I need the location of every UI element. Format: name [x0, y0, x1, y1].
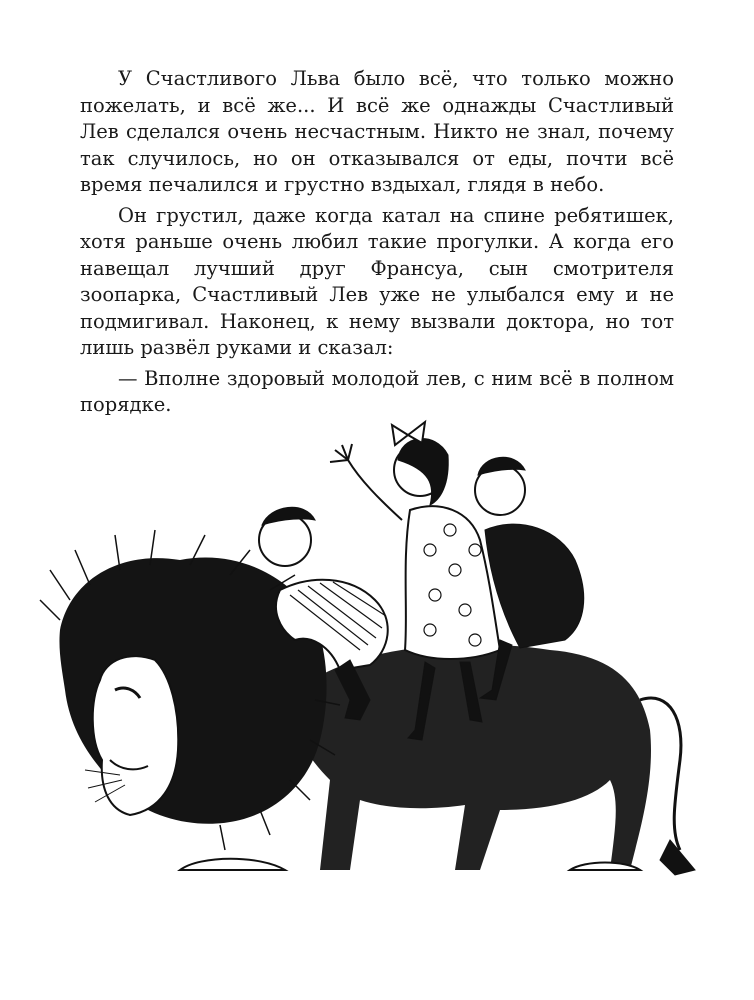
lion-with-children-illustration	[30, 400, 730, 920]
child-3-body	[485, 524, 584, 648]
paragraph-2: Он грустил, даже когда катал на спине ребятишек, хотя раньше очень любил такие прогулки. А когда его навещал лучший друг Франсуа, сын смотрителя зоопарка, Счастливый Лев уже не улыбался ему и не подмигивал. Наконец, к нему вызвали доктора, но тот лишь развёл руками и сказал:	[80, 203, 674, 359]
story-text	[80, 66, 674, 419]
lion-face	[93, 656, 179, 815]
child-2-bow	[392, 422, 425, 445]
paragraph-1: У Счастливого Льва было всё, что только можно пожелать, и всё же... И всё же однажды Счастливый Лев сделался очень несчастным. Никто не знал, почему так случилось, но он отказывался от еды, почти всё время печалился и грустно вздыхал, глядя в небо.	[80, 67, 674, 196]
lion-front-paw	[180, 859, 285, 870]
paragraph-3: — Вполне здоровый молодой лев, с ним всё в полном порядке.	[80, 366, 674, 416]
